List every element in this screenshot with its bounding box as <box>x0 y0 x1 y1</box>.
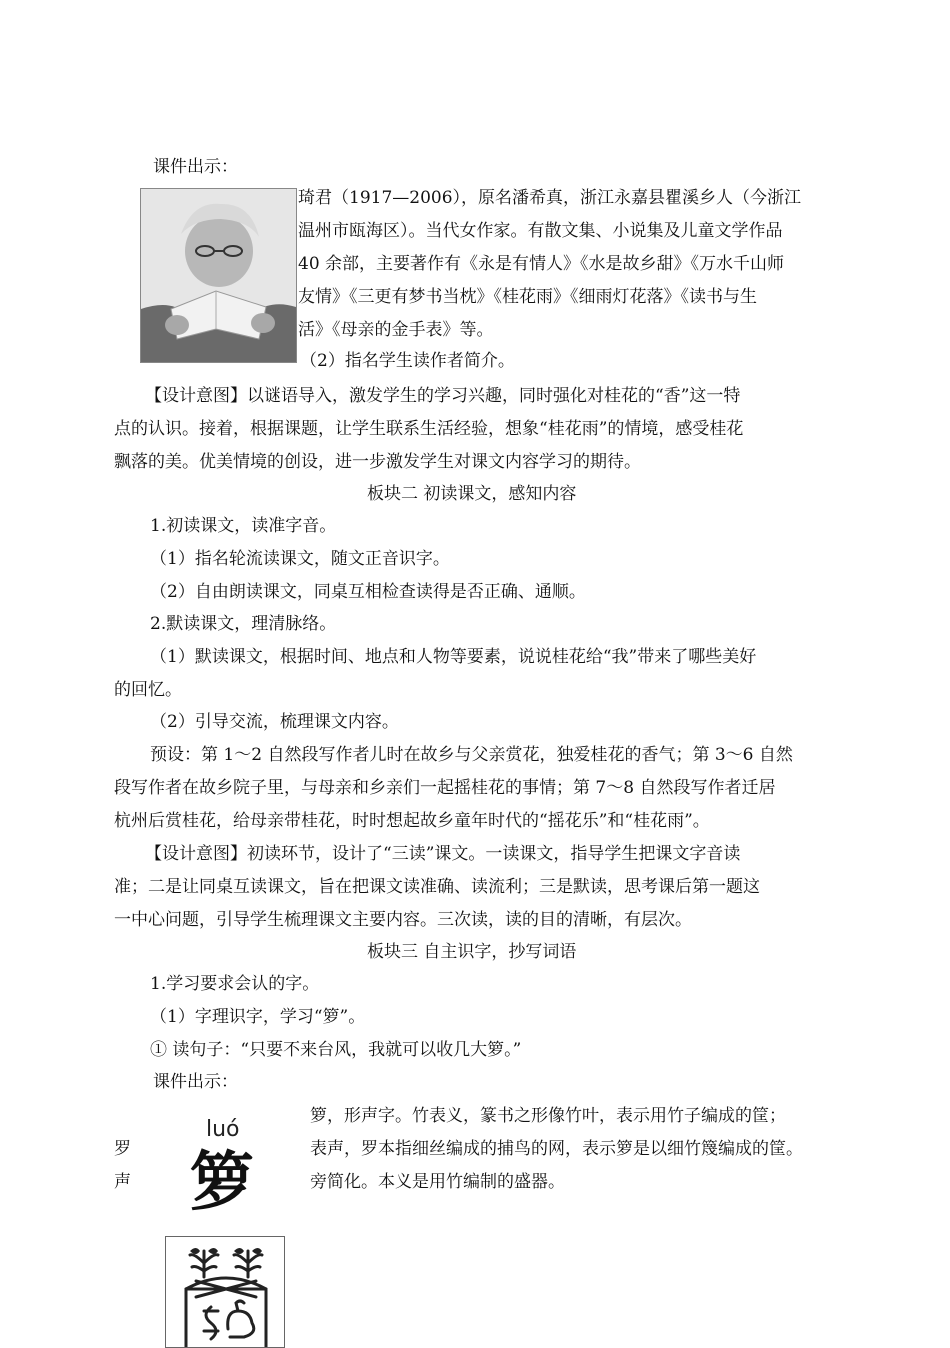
step-2-heading: 2.默读课文，理清脉络。 <box>150 614 337 634</box>
step-2-item-1-line-2: 的回忆。 <box>114 680 182 700</box>
preset-line-1: 预设：第 1～2 自然段写作者儿时在故乡与父亲赏花，独爱桂花的香气；第 3～6 自然 <box>150 745 793 765</box>
courseware-label-2: 课件出示： <box>153 1072 238 1092</box>
step-1-heading: 1.初读课文，读准字音。 <box>150 516 337 536</box>
author-photo <box>140 188 297 363</box>
design-intent-2-line-1: 【设计意图】初读环节，设计了“三读”课文。一读课文，指导学生把课文字音读 <box>145 844 741 864</box>
char-explain-line-2: 表声，罗本指细丝编成的捕鸟的网，表示箩是以细竹篾编成的筐。 <box>310 1139 803 1159</box>
step-2-item-1-line-1: （1）默读课文，根据时间、地点和人物等要素，说说桂花给“我”带来了哪些美好 <box>150 647 757 667</box>
author-bio-line-3: 40 余部，主要著作有《永是有情人》《水是故乡甜》《万水千山师 <box>298 254 785 274</box>
char-explain-line-1: 箩，形声字。竹表义，篆书之形像竹叶，表示用竹子编成的筐； <box>310 1106 786 1126</box>
preset-line-3: 杭州后赏桂花，给母亲带桂花，时时想起故乡童年时代的“摇花乐”和“桂花雨”。 <box>114 811 710 831</box>
read-bio-step: （2）指名学生读作者简介。 <box>300 351 515 371</box>
author-bio-line-5: 活》《母亲的金手表》等。 <box>298 320 494 340</box>
author-bio-line-4: 友情》《三更有梦书当枕》《桂花雨》《细雨灯花落》《读书与生 <box>298 287 757 307</box>
design-intent-1-line-3: 飘落的美。优美情境的创设，进一步激发学生对课文内容学习的期待。 <box>114 452 641 472</box>
char-explain-line-3: 旁简化。本义是用竹编制的盛器。 <box>310 1172 565 1192</box>
char-pinyin: luó <box>206 1117 240 1142</box>
author-bio-line-2: 温州市瓯海区）。当代女作家。有散文集、小说集及儿童文学作品 <box>298 221 783 241</box>
char-large-glyph: 箩 <box>190 1146 254 1220</box>
preset-line-2: 段写作者在故乡院子里，与母亲和乡亲们一起摇桂花的事情；第 7～8 自然段写作者迁居 <box>114 778 776 798</box>
design-intent-1-line-2: 点的认识。接着，根据课题，让学生联系生活经验，想象“桂花雨”的情境，感受桂花 <box>114 419 744 439</box>
step-3-heading: 1.学习要求会认的字。 <box>150 974 320 994</box>
author-bio-line-1: 琦君（1917—2006），原名潘希真，浙江永嘉县瞿溪乡人（今浙江 <box>298 188 802 208</box>
design-intent-2-line-2: 准；二是让同桌互读课文，旨在把课文读准确、读流利；三是默读，思考课后第一题这 <box>114 877 760 897</box>
step-2-item-2: （2）引导交流，梳理课文内容。 <box>150 712 399 732</box>
section-2-heading: 板块二 初读课文，感知内容 <box>367 484 577 504</box>
section-3-heading: 板块三 自主识字，抄写词语 <box>367 942 577 962</box>
seal-script-image <box>165 1236 285 1348</box>
step-1-item-1: （1）指名轮流读课文，随文正音识字。 <box>150 549 450 569</box>
char-side-label-bottom: 声 <box>114 1172 131 1192</box>
courseware-label-1: 课件出示： <box>153 157 238 177</box>
read-sentence: ① 读句子：“只要不来台风，我就可以收几大箩。” <box>150 1040 522 1060</box>
char-side-label-top: 罗 <box>114 1139 131 1159</box>
design-intent-1-line-1: 【设计意图】以谜语导入，激发学生的学习兴趣，同时强化对桂花的“香”这一特 <box>145 386 741 406</box>
step-3-item-1: （1）字理识字，学习“箩”。 <box>150 1007 366 1027</box>
design-intent-2-line-3: 一中心问题，引导学生梳理课文主要内容。三次读，读的目的清晰，有层次。 <box>114 910 692 930</box>
step-1-item-2: （2）自由朗读课文，同桌互相检查读得是否正确、通顺。 <box>150 582 586 602</box>
